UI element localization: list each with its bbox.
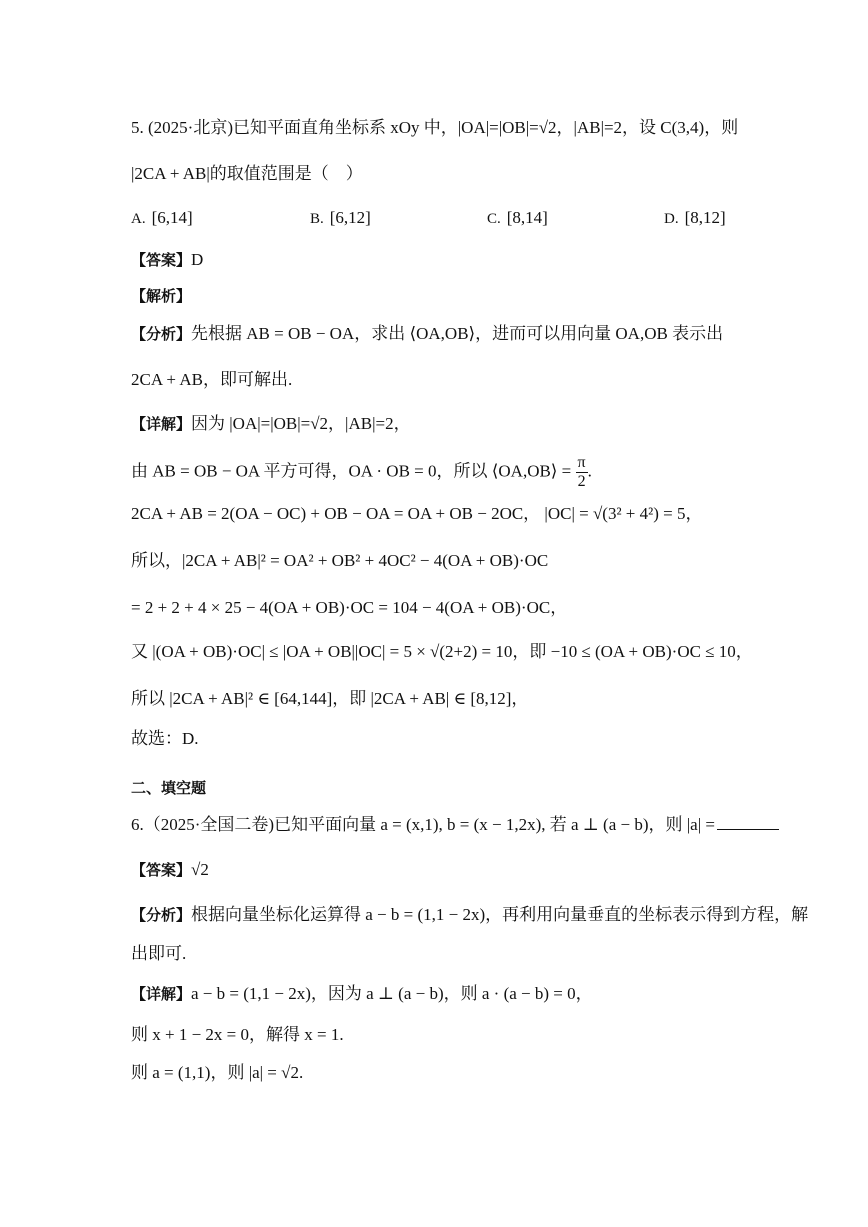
q5-detail-text2-end: .	[587, 461, 592, 481]
q5-detail-text2: 由 AB = OB − OA 平方可得，OA · OB = 0，所以 ⟨OA,OB⟩ =	[131, 461, 572, 481]
q6-answer-tag: 【答案】	[131, 861, 192, 879]
option-d	[664, 208, 726, 228]
option-d-value: [8,12]	[684, 208, 726, 227]
section-heading-fill-in: 二、填空题	[131, 779, 207, 797]
option-c-value: [8,14]	[506, 208, 548, 227]
q6-fenxi-line1	[131, 904, 808, 926]
q5-detail-line3: 2CA + AB = 2(OA − OC) + OB − OA = OA + OB − 2OC， |OC| = √(3² + 4²) = 5，	[131, 504, 703, 523]
q5-fenxi-text: 先根据 AB = OB − OA，求出 ⟨OA,OB⟩，进而可以用向量 OA,OB 表示出	[191, 324, 724, 343]
q5-detail-line1	[131, 413, 411, 435]
fraction-numerator: π	[577, 454, 586, 471]
q5-answer-tag: 【答案】	[131, 251, 192, 269]
q5-detail-text1: 因为 |OA|=|OB|=√2，|AB|=2，	[191, 414, 411, 433]
answer-blank	[717, 813, 779, 830]
pi-over-2-fraction	[576, 454, 588, 491]
option-c	[487, 208, 548, 228]
option-b	[310, 208, 371, 228]
q5-stem-line2: |2CA + AB|的取值范围是（ ）	[131, 164, 363, 183]
option-a-label: A.	[131, 211, 146, 227]
q5-detail-line8: 故选：D.	[131, 729, 199, 748]
q5-detail-line7: 所以 |2CA + AB|² ∈ [64,144]，即 |2CA + AB| ∈ [8,12]，	[131, 689, 529, 708]
q5-fenxi-line1	[131, 323, 723, 345]
q5-fenxi-tag: 【分析】	[131, 325, 192, 343]
q6-fenxi-tag: 【分析】	[131, 906, 192, 924]
q5-detail-line4: 所以，|2CA + AB|² = OA² + OB² + 4OC² − 4(OA + OB)·OC	[131, 551, 549, 570]
option-a-value: [6,14]	[151, 208, 193, 227]
q5-answer	[131, 249, 203, 271]
q5-analysis-tag: 【解析】	[131, 287, 192, 305]
q6-stem-line	[131, 813, 779, 836]
option-b-value: [6,12]	[329, 208, 371, 227]
q5-fenxi-line2: 2CA + AB，即可解出.	[131, 370, 293, 389]
option-a	[131, 208, 193, 228]
q6-detail-tag: 【详解】	[131, 985, 192, 1003]
q6-answer-value: √2	[191, 860, 209, 879]
q5-answer-value: D	[191, 250, 204, 269]
q6-detail-line2: 则 x + 1 − 2x = 0，解得 x = 1.	[131, 1025, 344, 1044]
option-b-label: B.	[310, 211, 324, 227]
q6-answer	[131, 859, 209, 881]
q6-detail-line3: 则 a = (1,1)，则 |a| = √2.	[131, 1063, 304, 1082]
q5-detail-tag: 【详解】	[131, 415, 192, 433]
q6-detail-line1	[131, 983, 593, 1005]
q6-detail-text1: a − b = (1,1 − 2x)，因为 a ⊥ (a − b)，则 a · (a − b) = 0，	[191, 984, 593, 1003]
option-c-label: C.	[487, 211, 501, 227]
q5-stem-line1: 5. (2025·北京)已知平面直角坐标系 xOy 中，|OA|=|OB|=√2，|AB|=2，设 C(3,4)，则	[131, 118, 739, 137]
q5-detail-line2	[131, 454, 592, 491]
q5-detail-line5: = 2 + 2 + 4 × 25 − 4(OA + OB)·OC = 104 − 4(OA + OB)·OC，	[131, 598, 568, 617]
q6-fenxi-text: 根据向量坐标化运算得 a − b = (1,1 − 2x)，再利用向量垂直的坐标表示得到方程，解	[191, 905, 809, 924]
option-d-label: D.	[664, 211, 679, 227]
q5-detail-line6: 又 |(OA + OB)·OC| ≤ |OA + OB||OC| = 5 × √(2+2) = 10，即 −10 ≤ (OA + OB)·OC ≤ 10，	[131, 642, 753, 661]
fraction-denominator: 2	[577, 473, 586, 490]
q6-stem: 6.（2025·全国二卷)已知平面向量 a = (x,1), b = (x − 1,2x), 若 a ⊥ (a − b)，则 |a| =	[131, 815, 715, 834]
q6-fenxi-line2: 出即可.	[131, 944, 187, 963]
